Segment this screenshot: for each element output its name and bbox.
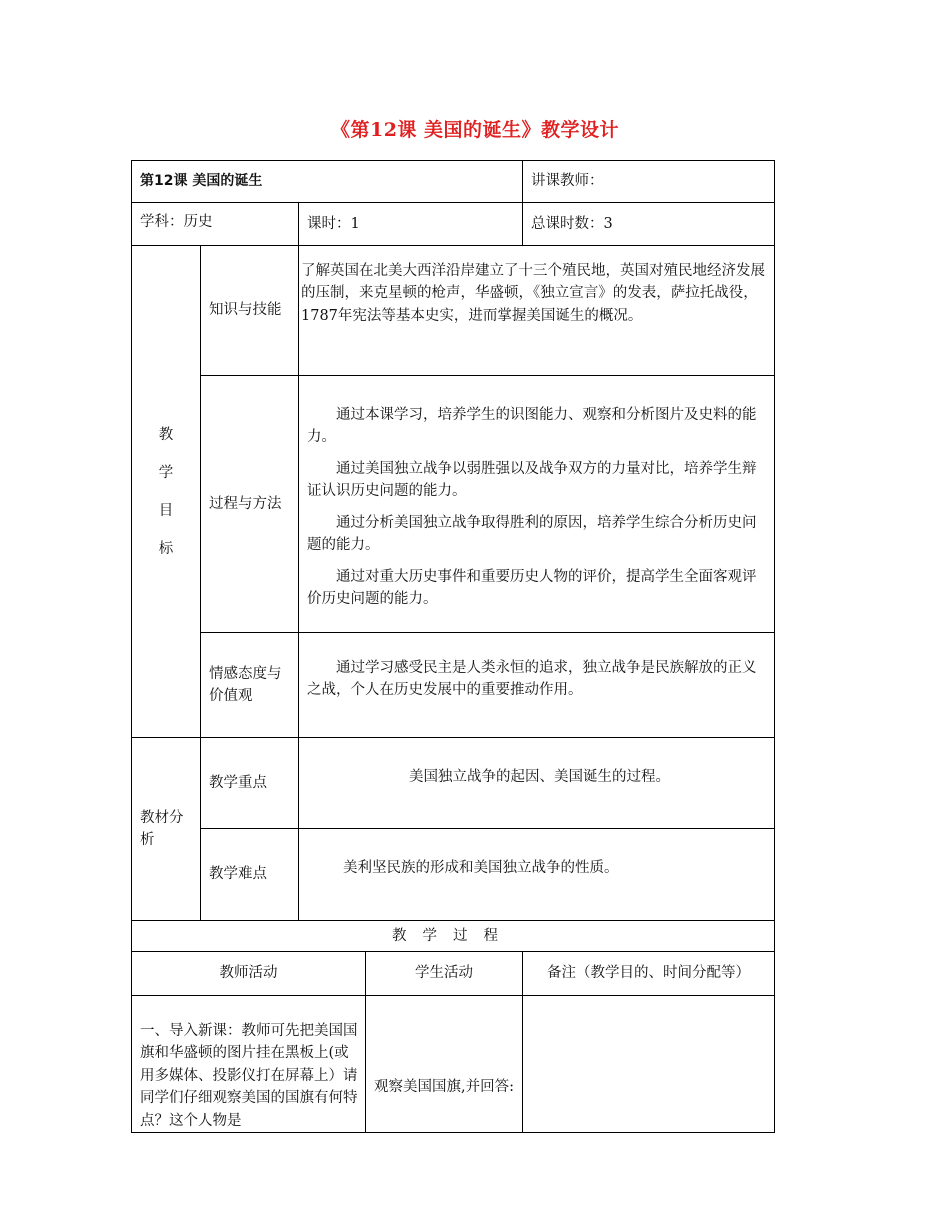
attitude-label: 情感态度与价值观 — [209, 665, 282, 704]
info-row — [132, 203, 775, 246]
objectives-group-cell — [132, 246, 201, 738]
key-point-row — [132, 738, 775, 829]
difficult-text-cell — [299, 829, 775, 921]
total-hours-cell — [523, 203, 775, 246]
difficult-label-cell — [201, 829, 299, 921]
difficult-point-row — [132, 829, 775, 921]
student-activity-cell — [366, 996, 523, 1133]
knowledge-label: 知识与技能 — [209, 302, 282, 319]
lesson-title: 第12课 美国的诞生 — [140, 173, 263, 190]
teacher-activity-text: 一、导入新课：教师可先把美国国旗和华盛顿的图片挂在黑板上(或用多媒体、投影仪打在屏幕上）请同学们仔细观察美国的国旗有何特点？这个人物是 — [140, 1023, 358, 1129]
attitude-row — [132, 633, 775, 738]
note-header: 备注（教学目的、时间分配等） — [523, 952, 775, 996]
hours-text: 课时：1 — [307, 215, 360, 232]
process-paragraph: 通过对重大历史事件和重要历史人物的评价，提高学生全面客观评价历史问题的能力。 — [307, 568, 757, 608]
document-title: 《第12课 美国的诞生》教学设计 — [330, 119, 620, 141]
analysis-group-label: 教材分析 — [140, 809, 184, 848]
teacher-activity-cell — [132, 996, 366, 1133]
process-paragraph: 通过分析美国独立战争取得胜利的原因，培养学生综合分析历史问题的能力。 — [307, 514, 757, 554]
process-header-row — [132, 952, 775, 996]
header-row — [132, 161, 775, 203]
process-label-cell — [201, 376, 299, 633]
attitude-label-cell — [201, 633, 299, 738]
process-paragraph: 通过本课学习，培养学生的识图能力、观察和分析图片及史料的能力。 — [307, 407, 757, 446]
hours-cell — [299, 203, 523, 246]
objectives-group-label: 教 学 目 标 — [158, 426, 174, 557]
teacher-label: 讲课教师： — [531, 173, 604, 190]
process-method-row — [132, 376, 775, 633]
subject-cell — [132, 203, 299, 246]
difficult-text: 美利坚民族的形成和美国独立战争的性质。 — [343, 860, 619, 876]
knowledge-row — [132, 246, 775, 376]
attitude-text: 通过学习感受民主是人类永恒的追求，独立战争是民族解放的正义之战，个人在历史发展中的重要推动作用。 — [307, 660, 757, 699]
key-text: 美国独立战争的起因、美国诞生的过程。 — [409, 769, 670, 785]
subject-text: 学科：历史 — [140, 214, 213, 230]
knowledge-text-cell — [299, 246, 775, 376]
teacher-activity-header: 教师活动 — [132, 952, 366, 996]
process-row — [132, 996, 775, 1133]
note-cell — [523, 996, 775, 1133]
process-text-cell — [299, 376, 775, 633]
analysis-group-cell — [132, 738, 201, 921]
process-title-cell — [132, 921, 775, 952]
knowledge-label-cell — [201, 246, 299, 376]
process-title: 教学过程 — [392, 927, 515, 944]
student-activity-text: 观察美国国旗,并回答: — [374, 1079, 514, 1095]
total-hours-text: 总课时数：3 — [531, 215, 613, 232]
process-paragraph: 通过美国独立战争以弱胜强以及战争双方的力量对比，培养学生辩证认识历史问题的能力。 — [307, 460, 757, 500]
key-text-cell — [299, 738, 775, 829]
attitude-text-cell — [299, 633, 775, 738]
key-label: 教学重点 — [209, 774, 267, 791]
process-label: 过程与方法 — [209, 495, 282, 512]
lesson-plan-table — [131, 160, 775, 1133]
teacher-cell — [523, 161, 775, 203]
student-activity-header: 学生活动 — [366, 952, 523, 996]
key-label-cell — [201, 738, 299, 829]
lesson-title-cell — [132, 161, 523, 203]
process-title-row — [132, 921, 775, 952]
knowledge-text: 了解英国在北美大西洋沿岸建立了十三个殖民地，英国对殖民地经济发展的压制，来克星顿的枪声，华盛顿，《独立宣言》的发表，萨拉托战役，1787年宪法等基本史实，进而掌握美国诞生的概况。 — [301, 263, 765, 324]
difficult-label: 教学难点 — [209, 866, 267, 883]
